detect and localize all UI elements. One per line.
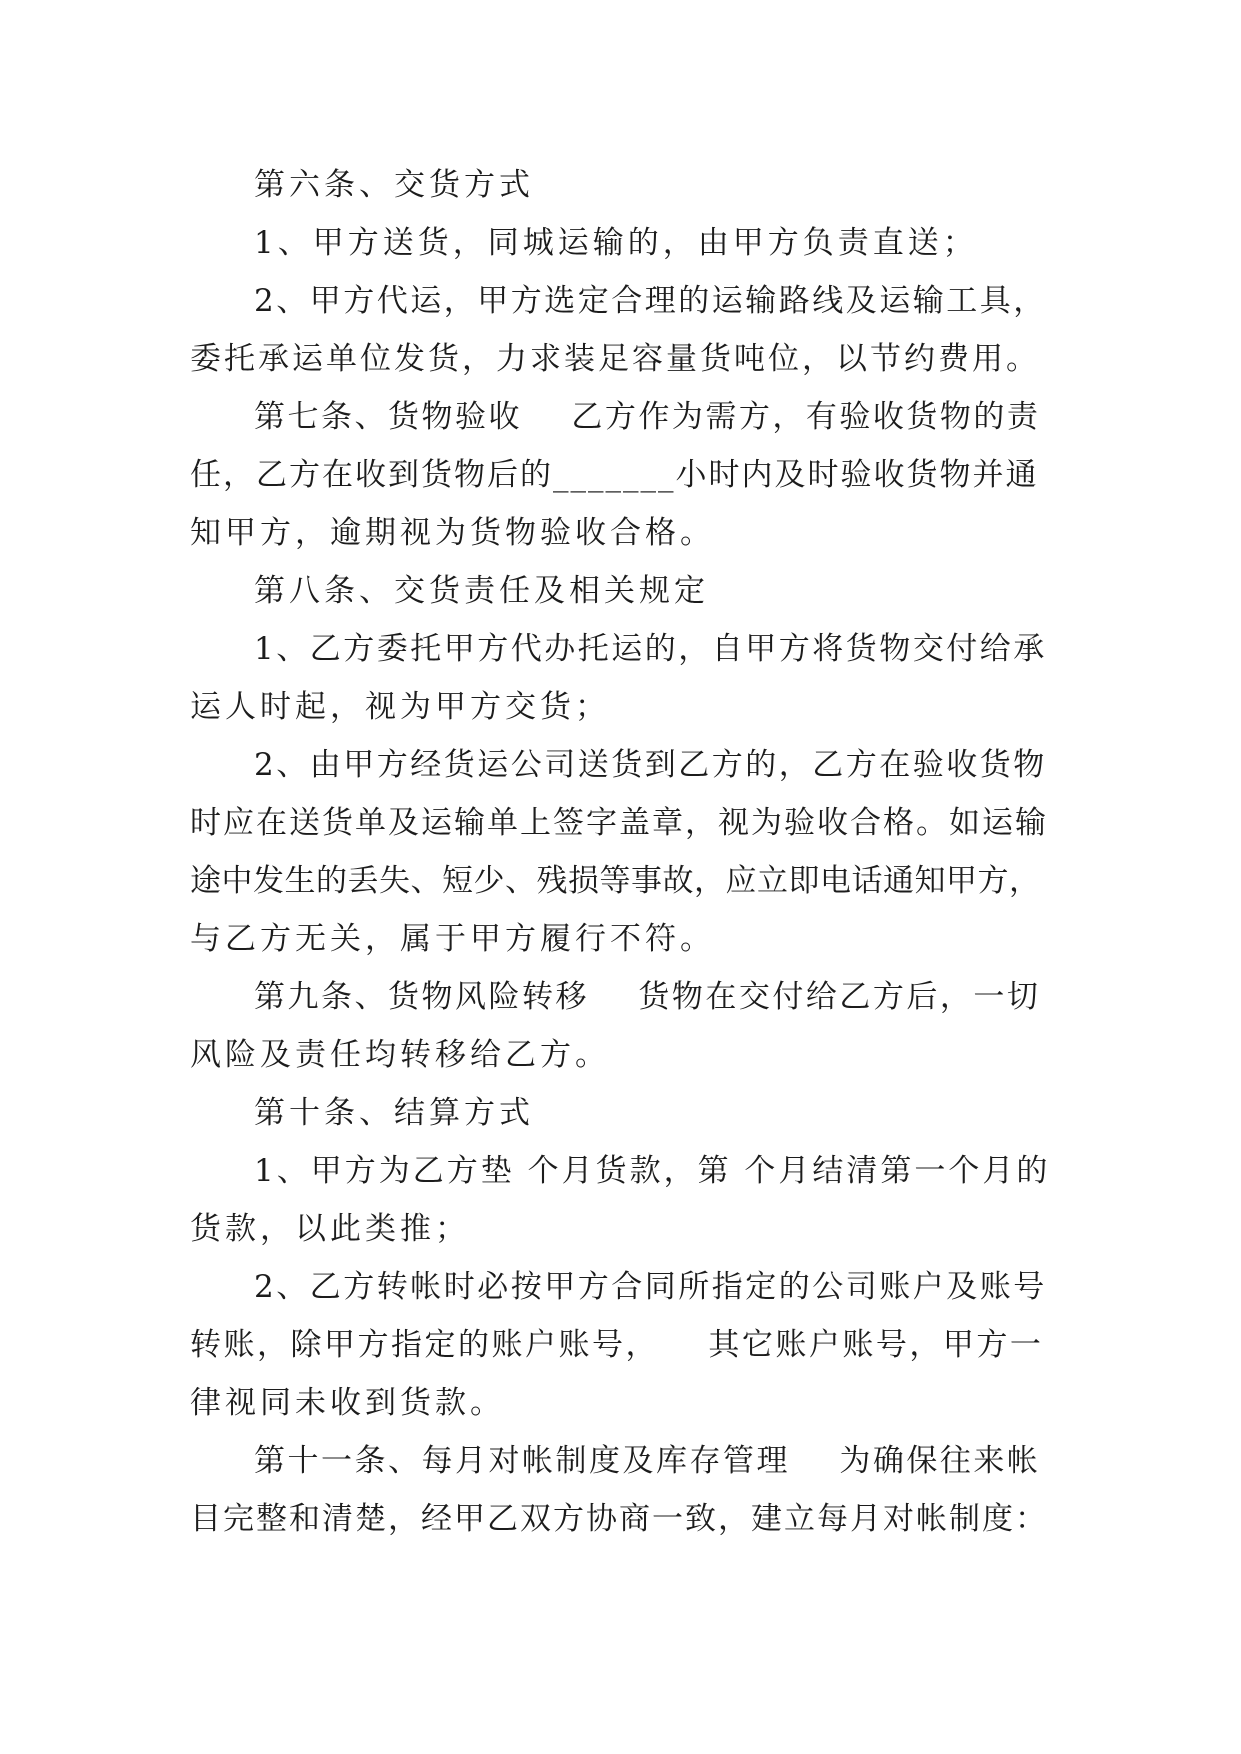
paragraph-line: 2、由甲方经货运公司送货到乙方的，乙方在验收货物 xyxy=(254,747,1047,783)
paragraph-line: 目完整和清楚，经甲乙双方协商一致，建立每月对帐制度： xyxy=(190,1501,1048,1537)
paragraph-line: 转账，除甲方指定的账户账号， 其它账户账号，甲方一 xyxy=(190,1327,1044,1363)
paragraph-line: 2、甲方代运，甲方选定合理的运输路线及运输工具， xyxy=(254,283,1047,319)
paragraph-line: 第八条、交货责任及相关规定 xyxy=(254,573,709,609)
paragraph-line: 2、乙方转帐时必按甲方合同所指定的公司账户及账号 xyxy=(254,1269,1047,1305)
paragraph-line: 第七条、货物验收 乙方作为需方，有验收货物的责 xyxy=(254,399,1041,435)
paragraph-line: 第十一条、每月对帐制度及库存管理 为确保往来帐 xyxy=(254,1443,1041,1479)
paragraph-line: 货款，以此类推； xyxy=(190,1211,470,1247)
paragraph-line: 时应在送货单及运输单上签字盖章，视为验收合格。如运输 xyxy=(190,805,1048,841)
paragraph-line: 运人时起，视为甲方交货； xyxy=(190,689,610,725)
paragraph-line: 委托承运单位发货，力求装足容量货吨位，以节约费用。 xyxy=(190,341,1040,377)
document-body xyxy=(190,156,1050,1548)
paragraph-line: 1、甲方为乙方垫 个月货款，第 个月结清第一个月的 xyxy=(254,1153,1051,1189)
paragraph-line: 第十条、结算方式 xyxy=(254,1095,534,1131)
paragraph-line: 与乙方无关，属于甲方履行不符。 xyxy=(190,921,715,957)
paragraph-line: 任，乙方在收到货物后的_______小时内及时验收货物并通 xyxy=(190,457,1039,493)
paragraph-line: 风险及责任均转移给乙方。 xyxy=(190,1037,610,1073)
paragraph-line: 第六条、交货方式 xyxy=(254,167,534,203)
paragraph-line: 知甲方，逾期视为货物验收合格。 xyxy=(190,515,715,551)
paragraph-line: 途中发生的丢失、短少、残损等事故，应立即电话通知甲方， xyxy=(190,863,1041,899)
paragraph-line: 1、乙方委托甲方代办托运的，自甲方将货物交付给承 xyxy=(254,631,1047,667)
paragraph-line: 律视同未收到货款。 xyxy=(190,1385,505,1421)
paragraph-line: 1、甲方送货，同城运输的，由甲方负责直送； xyxy=(254,225,978,261)
paragraph-line: 第九条、货物风险转移 货物在交付给乙方后，一切 xyxy=(254,979,1041,1015)
